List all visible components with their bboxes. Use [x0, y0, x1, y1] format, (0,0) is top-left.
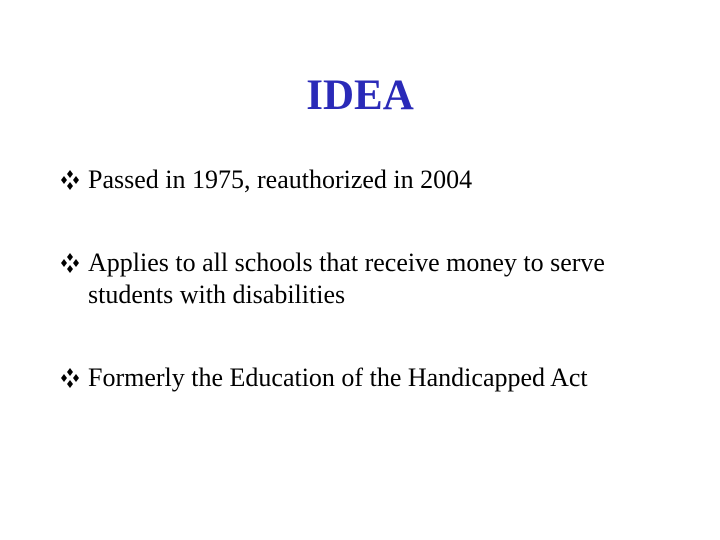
- bullet-text: Applies to all schools that receive money to serve students with disabilities: [88, 248, 605, 309]
- bullet-text: Formerly the Education of the Handicapped Act: [88, 363, 588, 392]
- bullet-item-formerly: [88, 362, 688, 394]
- bullet-list: [88, 164, 688, 394]
- bullet-item-passed: [88, 164, 688, 196]
- quad-diamond-bullet-icon: [59, 250, 87, 276]
- quad-diamond-bullet-icon: [59, 365, 87, 391]
- quad-diamond-bullet-icon: [59, 167, 87, 193]
- bullet-text: Passed in 1975, reauthorized in 2004: [88, 165, 473, 194]
- slide-title: IDEA: [306, 72, 414, 119]
- bullet-item-applies: [88, 247, 688, 311]
